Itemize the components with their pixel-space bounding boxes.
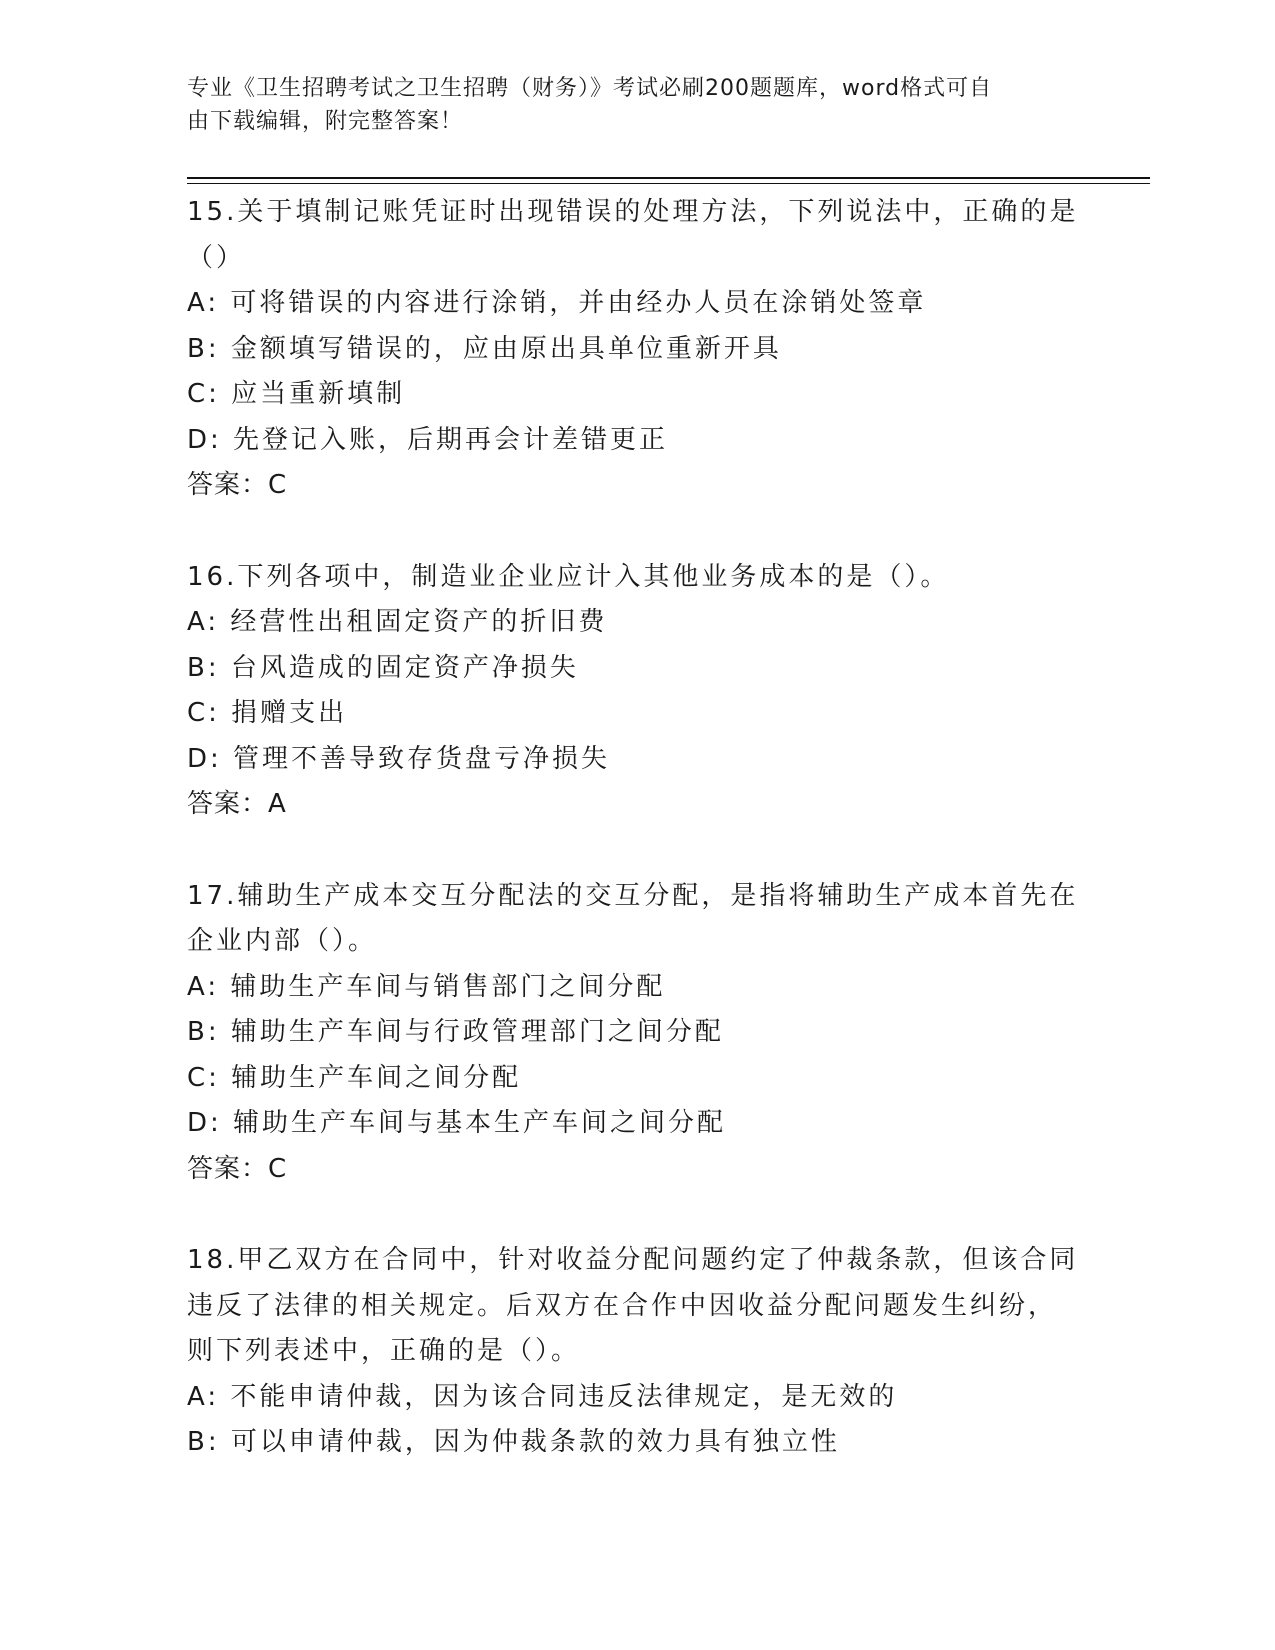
option-d: D: 先登记入账，后期再会计差错更正 [187,424,669,455]
answer: 答案：C [187,470,288,500]
question-stem: 17.辅助生产成本交互分配法的交互分配，是指将辅助生产成本首先在 [187,880,1079,911]
question-stem: 16.下列各项中，制造业企业应计入其他业务成本的是（）。 [187,561,950,592]
answer: 答案：A [187,789,287,819]
option-c: C: 辅助生产车间之间分配 [187,1062,522,1093]
question-16 [187,555,1087,828]
option-a: A: 辅助生产车间与销售部门之间分配 [187,971,666,1002]
option-a: A: 经营性出租固定资产的折旧费 [187,607,608,637]
question-stem: 则下列表述中，正确的是（）。 [187,1336,581,1366]
option-c: C: 捐赠支出 [187,698,348,728]
header-divider-thick [187,177,1150,179]
option-b: B: 金额填写错误的，应由原出具单位重新开具 [187,333,782,364]
question-stem: （） [187,242,246,273]
header-divider-thin [187,183,1150,184]
option-d: D: 辅助生产车间与基本生产车间之间分配 [187,1108,727,1138]
option-b: B: 辅助生产车间与行政管理部门之间分配 [187,1017,724,1047]
answer: 答案：C [187,1153,288,1184]
question-stem: 15.关于填制记账凭证时出现错误的处理方法，下列说法中，正确的是 [187,197,1079,227]
option-b: B: 台风造成的固定资产净损失 [187,652,579,683]
question-stem: 违反了法律的相关规定。后双方在合作中因收益分配问题发生纠纷， [187,1290,1058,1321]
document-header [187,72,1087,138]
question-15 [187,190,1087,509]
question-stem: 18.甲乙双方在合同中，针对收益分配问题约定了仲裁条款，但该合同 [187,1245,1079,1275]
option-b: B: 可以申请仲裁，因为仲裁条款的效力具有独立性 [187,1427,840,1457]
option-c: C: 应当重新填制 [187,379,406,409]
question-17 [187,874,1087,1193]
option-a: A: 不能申请仲裁，因为该合同违反法律规定，是无效的 [187,1381,898,1412]
question-18 [187,1238,1087,1466]
question-list [187,190,1087,1512]
option-d: D: 管理不善导致存货盘亏净损失 [187,743,611,774]
question-stem: 企业内部（）。 [187,926,378,956]
header-line: 专业《卫生招聘考试之卫生招聘（财务）》考试必刷200题题库，word格式可自 [187,76,993,101]
header-line: 由下载编辑，附完整答案！ [187,109,464,134]
option-a: A: 可将错误的内容进行涂销，并由经办人员在涂销处签章 [187,288,927,318]
